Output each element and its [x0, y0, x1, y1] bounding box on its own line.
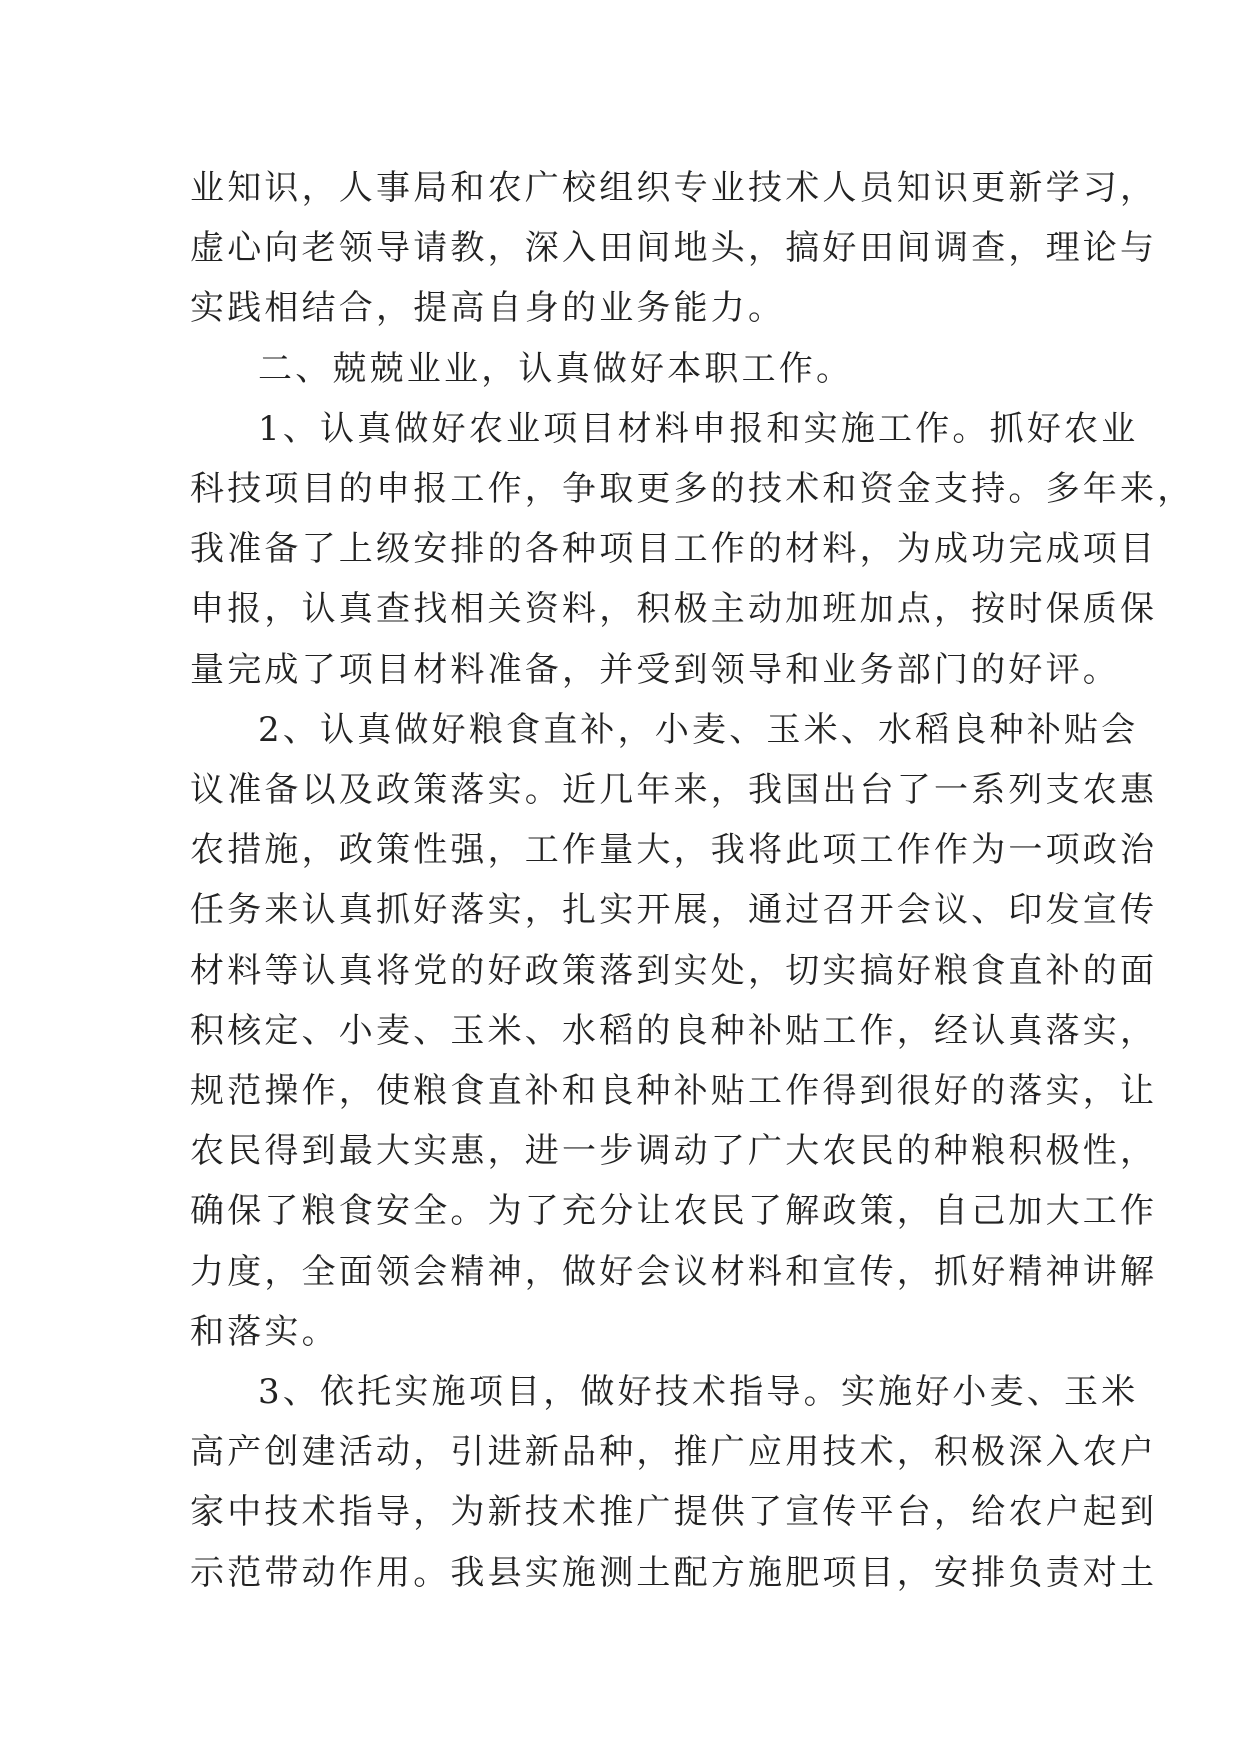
- paragraph-continuation: [190, 459, 1195, 700]
- document-body: [190, 158, 1195, 1603]
- text-line: 示范带动作用。我县实施测土配方施肥项目，安排负责对土: [190, 1552, 1158, 1593]
- text-line: 家中技术指导，为新技术推广提供了宣传平台，给农户起到: [190, 1492, 1158, 1533]
- paragraph: [190, 158, 1158, 339]
- text-line: 二、兢兢业业，认真做好本职工作。: [258, 348, 854, 389]
- text-line: 材料等认真将党的好政策落到实处，切实搞好粮食直补的面: [190, 950, 1158, 991]
- paragraph-continuation: [190, 760, 1158, 1362]
- section-heading: [190, 339, 1065, 399]
- text-line: 任务来认真抓好落实，扎实开展，通过召开会议、印发宣传: [190, 890, 1158, 931]
- text-line: 和落实。: [190, 1311, 339, 1352]
- paragraph: [190, 700, 1139, 760]
- text-line: 虚心向老领导请教，深入田间地头，搞好田间调查，理论与: [190, 228, 1158, 269]
- paragraph: [190, 399, 1139, 459]
- text-line: 业知识，人事局和农广校组织专业技术人员知识更新学习，: [190, 168, 1158, 208]
- text-line: 申报，认真查找相关资料，积极主动加班加点，按时保质保: [190, 589, 1158, 630]
- text-line: 农民得到最大实惠，进一步调动了广大农民的种粮积极性，: [190, 1131, 1158, 1172]
- text-line: 1、认真做好农业项目材料申报和实施工作。抓好农业: [258, 408, 1139, 449]
- text-line: 实践相结合，提高自身的业务能力。: [190, 288, 786, 329]
- text-line: 规范操作，使粮食直补和良种补贴工作得到很好的落实，让: [190, 1071, 1158, 1112]
- text-line: 科技项目的申报工作，争取更多的技术和资金支持。多年来，: [190, 469, 1195, 510]
- text-line: 高产创建活动，引进新品种，推广应用技术，积极深入农户: [190, 1432, 1158, 1473]
- text-line: 农措施，政策性强，工作量大，我将此项工作作为一项政治: [190, 830, 1158, 871]
- text-line: 我准备了上级安排的各种项目工作的材料，为成功完成项目: [190, 529, 1158, 570]
- text-line: 2、认真做好粮食直补，小麦、玉米、水稻良种补贴会: [258, 709, 1139, 750]
- text-line: 量完成了项目材料准备，并受到领导和业务部门的好评。: [190, 649, 1120, 690]
- text-line: 3、依托实施项目，做好技术指导。实施好小麦、玉米: [258, 1372, 1139, 1413]
- paragraph-continuation: [190, 1422, 1158, 1603]
- text-line: 议准备以及政策落实。近几年来，我国出台了一系列支农惠: [190, 770, 1158, 811]
- text-line: 确保了粮食安全。为了充分让农民了解政策，自己加大工作: [190, 1191, 1158, 1232]
- text-line: 积核定、小麦、玉米、水稻的良种补贴工作，经认真落实，: [190, 1010, 1158, 1051]
- paragraph: [190, 1362, 1139, 1422]
- text-line: 力度，全面领会精神，做好会议材料和宣传，抓好精神讲解: [190, 1251, 1158, 1292]
